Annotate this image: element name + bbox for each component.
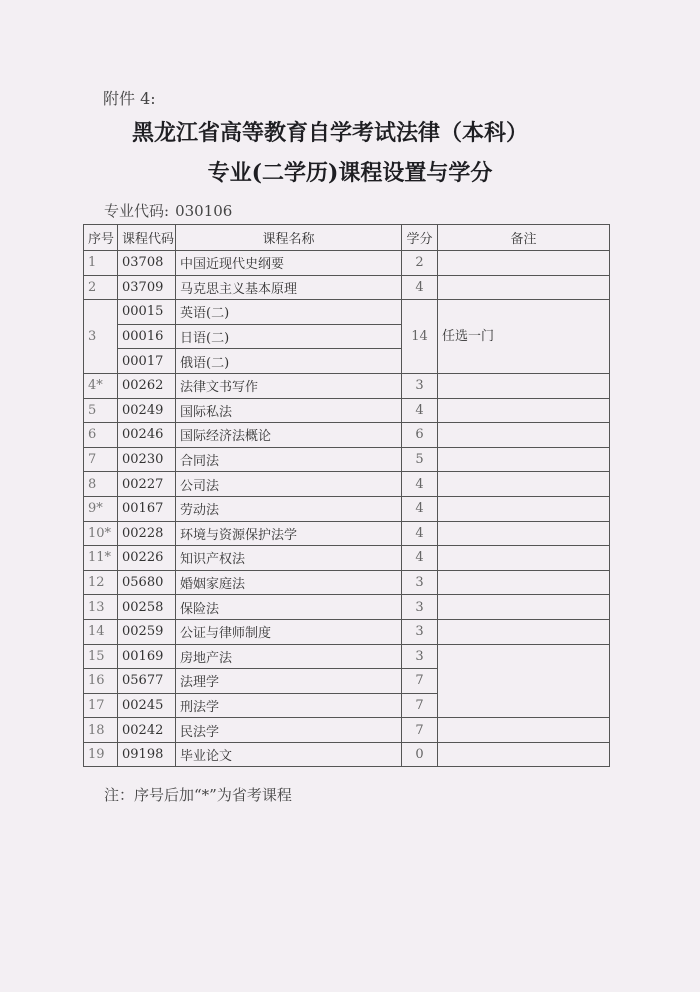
seq-cell: 1 (84, 251, 118, 276)
credit-cell: 7 (402, 718, 438, 743)
note-cell (438, 644, 610, 718)
course-code-cell: 09198 (118, 742, 176, 767)
table-row (84, 275, 610, 300)
table-row (84, 472, 610, 497)
course-name-cell: 公司法 (176, 472, 402, 497)
course-code-cell: 00245 (118, 693, 176, 718)
course-name-cell: 英语(二) (176, 300, 402, 325)
table-row (84, 644, 610, 669)
note-cell (438, 423, 610, 448)
course-code-cell: 00167 (118, 496, 176, 521)
course-code-cell: 00259 (118, 619, 176, 644)
course-name-cell: 国际经济法概论 (176, 423, 402, 448)
table-row (84, 423, 610, 448)
table-row (84, 251, 610, 276)
course-name-cell: 知识产权法 (176, 546, 402, 571)
table-row (84, 300, 610, 325)
course-code-cell: 00226 (118, 546, 176, 571)
major-code-value: 030106 (175, 202, 233, 220)
table-header-row (84, 225, 610, 251)
course-code-cell: 00258 (118, 595, 176, 620)
course-code-cell: 05680 (118, 570, 176, 595)
note-cell (438, 570, 610, 595)
seq-cell: 19 (84, 742, 118, 767)
course-name-cell: 毕业论文 (176, 742, 402, 767)
table-row (84, 546, 610, 571)
course-name-cell: 俄语(二) (176, 349, 402, 374)
attachment-label: 附件 4: (103, 89, 156, 108)
credit-cell: 4 (402, 496, 438, 521)
note-cell (438, 472, 610, 497)
credit-cell: 0 (402, 742, 438, 767)
seq-cell: 3 (84, 300, 118, 374)
credit-cell: 3 (402, 595, 438, 620)
credit-cell: 14 (402, 300, 438, 374)
seq-cell: 18 (84, 718, 118, 743)
note-cell (438, 496, 610, 521)
credit-cell: 2 (402, 251, 438, 276)
credit-cell: 7 (402, 669, 438, 694)
note-cell (438, 251, 610, 276)
note-cell (438, 619, 610, 644)
course-code-cell: 00169 (118, 644, 176, 669)
credit-cell: 4 (402, 546, 438, 571)
course-name-cell: 法理学 (176, 669, 402, 694)
credit-cell: 6 (402, 423, 438, 448)
header-credit: 学分 (402, 225, 438, 251)
header-course-name: 课程名称 (176, 225, 402, 251)
table-row (84, 742, 610, 767)
note-cell (438, 718, 610, 743)
course-name-cell: 马克思主义基本原理 (176, 275, 402, 300)
table-row (84, 619, 610, 644)
seq-cell: 17 (84, 693, 118, 718)
credit-cell: 3 (402, 570, 438, 595)
course-name-cell: 保险法 (176, 595, 402, 620)
course-name-cell: 刑法学 (176, 693, 402, 718)
note-cell: 任选一门 (438, 300, 610, 374)
table-row (84, 373, 610, 398)
header-note: 备注 (438, 225, 610, 251)
note-cell (438, 398, 610, 423)
course-code-cell: 05677 (118, 669, 176, 694)
note-cell (438, 275, 610, 300)
seq-cell: 16 (84, 669, 118, 694)
course-name-cell: 婚姻家庭法 (176, 570, 402, 595)
course-code-cell: 03709 (118, 275, 176, 300)
note-cell (438, 742, 610, 767)
seq-cell: 5 (84, 398, 118, 423)
course-name-cell: 国际私法 (176, 398, 402, 423)
footnote: 注：序号后加“*”为省考课程 (104, 786, 292, 804)
seq-cell: 6 (84, 423, 118, 448)
seq-cell: 13 (84, 595, 118, 620)
document-title-line-1: 黑龙江省高等教育自学考试法律（本科） (131, 120, 528, 146)
course-name-cell: 公证与律师制度 (176, 619, 402, 644)
seq-cell: 10* (84, 521, 118, 546)
header-course-code: 课程代码 (118, 225, 176, 251)
credit-cell: 3 (402, 373, 438, 398)
note-cell (438, 373, 610, 398)
credit-cell: 3 (402, 619, 438, 644)
seq-cell: 15 (84, 644, 118, 669)
note-cell (438, 521, 610, 546)
course-code-cell: 00228 (118, 521, 176, 546)
table-row (84, 447, 610, 472)
course-code-cell: 00016 (118, 324, 176, 349)
course-code-cell: 00230 (118, 447, 176, 472)
note-cell (438, 447, 610, 472)
seq-cell: 4* (84, 373, 118, 398)
table-row (84, 570, 610, 595)
course-name-cell: 法律文书写作 (176, 373, 402, 398)
course-code-cell: 00242 (118, 718, 176, 743)
table-row (84, 496, 610, 521)
seq-cell: 2 (84, 275, 118, 300)
note-cell (438, 546, 610, 571)
major-code-label: 专业代码: (104, 202, 170, 220)
seq-cell: 14 (84, 619, 118, 644)
table-row (84, 521, 610, 546)
table-row (84, 595, 610, 620)
course-code-cell: 00246 (118, 423, 176, 448)
course-code-cell: 00227 (118, 472, 176, 497)
course-code-cell: 00015 (118, 300, 176, 325)
table-row (84, 398, 610, 423)
course-name-cell: 日语(二) (176, 324, 402, 349)
seq-cell: 11* (84, 546, 118, 571)
credit-cell: 4 (402, 521, 438, 546)
table-row (84, 718, 610, 743)
credit-cell: 4 (402, 472, 438, 497)
credit-cell: 4 (402, 398, 438, 423)
course-code-cell: 00017 (118, 349, 176, 374)
course-name-cell: 房地产法 (176, 644, 402, 669)
document-title-line-2: 专业(二学历)课程设置与学分 (207, 160, 493, 186)
course-name-cell: 环境与资源保护法学 (176, 521, 402, 546)
course-code-cell: 00262 (118, 373, 176, 398)
credit-cell: 5 (402, 447, 438, 472)
seq-cell: 7 (84, 447, 118, 472)
credit-cell: 3 (402, 644, 438, 669)
seq-cell: 8 (84, 472, 118, 497)
credit-cell: 7 (402, 693, 438, 718)
course-name-cell: 民法学 (176, 718, 402, 743)
course-name-cell: 劳动法 (176, 496, 402, 521)
header-seq: 序号 (84, 225, 118, 251)
credit-cell: 4 (402, 275, 438, 300)
course-table (83, 224, 610, 767)
course-name-cell: 合同法 (176, 447, 402, 472)
course-code-cell: 00249 (118, 398, 176, 423)
note-cell (438, 595, 610, 620)
course-name-cell: 中国近现代史纲要 (176, 251, 402, 276)
seq-cell: 9* (84, 496, 118, 521)
course-code-cell: 03708 (118, 251, 176, 276)
seq-cell: 12 (84, 570, 118, 595)
major-code (104, 200, 238, 221)
